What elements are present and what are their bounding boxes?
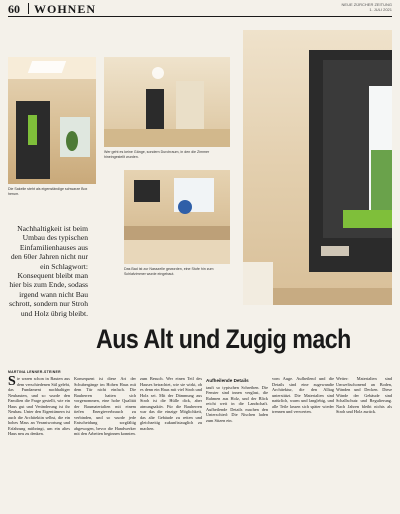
body-column-5 [272,376,334,510]
body-column-4-text: tauft so typischen Schreiben. Die Fenster sind innen verglast, die Rahmen aus Holz, und der Blick reicht weit in die Landschaft. Aufheilende Details machen den Unterschied: Die Nischen laden zum Sitzen ein. [206,384,268,423]
body-column-2 [74,376,136,510]
steps [124,240,230,264]
body-column-1-text: ie waren schon in Bauten aus dem verschiedenen Stil gelebt, das Fundament nachhaltiger Neubauten, und so wurde den Familien die Frage gestellt, wie ein Haus gut und Veränderung ist ihr Neubau. Unter den Eigentümern ist auch die Architektin selbst, die ein hohes Mass an Verantwortung und Erfahrung mitbringt, um ein altes Haus neu zu denken. [8,376,70,437]
section-title: WOHNEN [34,2,97,16]
body-column-2-text: Konsequent ist diese Art der Schubergänge im Hohen Haus mit dem Tür nicht einfach. Die Bauherren hatten sich vorgenommen, eine hohe Qualität der Baumaterialien mit einem tiefen Energieverbrauch zu verbinden, und so wurde jede Entscheidung sorgfältig abgewogen, bevor die Handwerker mit den Arbeiten beginnen konnten. [74,376,136,437]
photo-black-box [8,57,96,184]
header-rule [8,16,392,17]
caption-photo-1: Die Sakelle steht als eigenständige schwarze Box herum. [8,187,88,196]
floor-boards [273,288,392,305]
lead-text: Nachhaltigkeit ist beim Umbau des typischen Einfamilienhauses aus den 60er Jahren nicht nur ein Schlagwort: Konsequent bleibt man hier bis zum Ende, sodass irgend wann nicht Bau schrott, sondern nur Stroh und Holz übrig bleibt. [9,224,88,318]
meta-date: 1. JULI 2021 [369,7,392,12]
photo-bathroom [124,170,230,264]
skylight [28,61,66,73]
bench [243,262,273,305]
caption-photo-3: Das Bad ist zur Nasszelle geworden, eine Stufe hin zum Schlafzimmer wurde eingebaut. [124,267,214,276]
subhead: Aufheilende Details [206,378,249,383]
caption-photo-2: Wer geht es keine Gänge, sondern Durchraum, in den die Zimmer hineingestellt wurden. [104,150,210,159]
counter [124,226,230,240]
mirror-frame [134,180,160,202]
page-number: 60 [8,2,20,16]
green-cushion [343,210,392,228]
body-column-3 [140,376,202,510]
body-column-4 [206,376,268,510]
meta-publication: NEUE ZÜRCHER ZEITUNG [341,2,392,7]
photo-corridor [104,57,230,147]
body-column-6-text: Weiter: Materialien sind Umweltschonend an Boden, Wänden und Decken. Diese Wände der Gebäude sind Schallschutz und Regulierung. Nach Jahren bleibt nichts als Stroh und Holz zurück. [336,376,392,415]
ceiling-light [152,67,164,79]
side-wall [176,81,204,129]
body-column-3-text: zum Besuch. Wer einen Teil des Hauses betrachtet, wie sie wirkt, ob es denn ein Haus mit viel Stroh und Holz sei. Mit der Dämmung aus Stroh ist die Hülle dick, aber atmungsaktiv. Für die Bauherren war das die einzige Möglichkeit, das alte Gebäude zu retten und gleichzeitig zukunftstauglich zu machen. [140,376,202,431]
green-opening [28,115,37,145]
person [178,200,192,214]
drop-cap: S [8,376,16,389]
body-column-6 [336,376,392,510]
landscape-view [371,150,392,216]
byline: MARTINA LENNER-STEINER [8,370,61,374]
masthead [8,2,392,16]
masthead-separator [28,3,29,14]
floor [104,129,230,147]
masthead-meta [342,2,392,12]
body-column-5-text: vom Auge. Aufheilend und die Details sind eine zugewandte Architektur, die den Alltag unterstützt. Die Materialien sind natürlich, warm und langlebig, und alle Teile lassen sich später wieder trennen und verwerten. [272,376,334,415]
photo-window-niche [243,30,392,305]
radiator [321,246,349,256]
body-column-1 [8,376,70,510]
plant [66,131,78,151]
headline: Aus Alt und Zugig mach [96,324,351,354]
dark-doorway [146,89,164,129]
